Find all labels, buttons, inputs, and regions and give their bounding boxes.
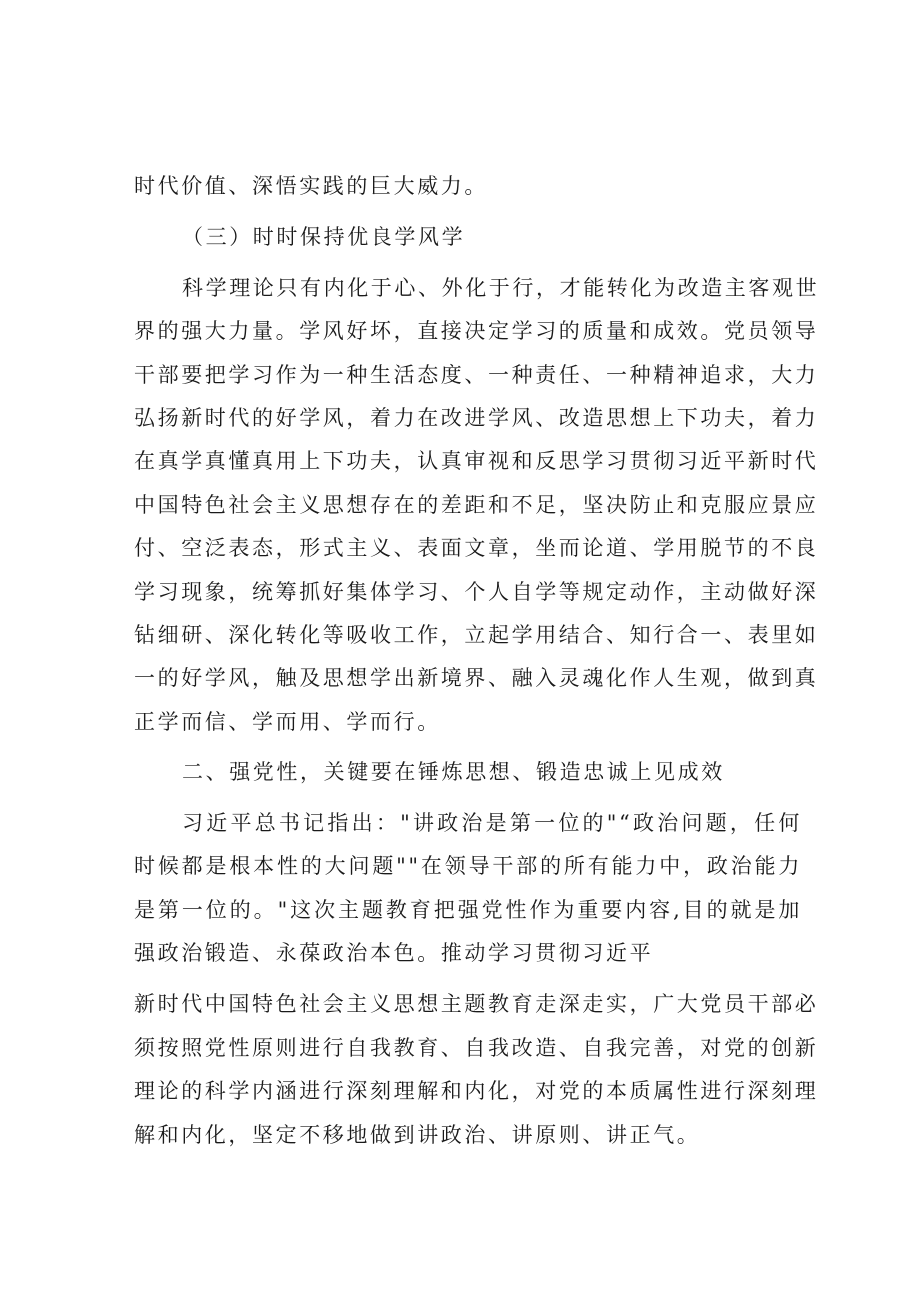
paragraph-line-13: 正学而信、学而用、学而行。	[134, 710, 441, 734]
paragraph-line-17: 是第一位的。"这次主题教育把强党性作为重要内容,目的就是加	[134, 898, 802, 922]
paragraph-line-6: 弘扬新时代的好学风，着力在改进学风、改造思想上下功夫，着力	[134, 406, 819, 430]
paragraph-line-9: 付、空泛表态，形式主义、表面文章，坐而论道、学用脱节的不良	[134, 536, 819, 560]
paragraph-line-5: 干部要把学习作为一种生活态度、一种责任、一种精神追求，大力	[134, 363, 819, 387]
paragraph-line-3: 科学理论只有内化于心、外化于行，才能转化为改造主客观世	[182, 276, 820, 300]
paragraph-line-20: 须按照党性原则进行自我教育、自我改造、自我完善，对党的创新	[134, 1036, 819, 1060]
paragraph-line-12: 一的好学风，触及思想学出新境界、融入灵魂化作人生观，做到真	[134, 666, 819, 690]
paragraph-line-15: 习近平总书记指出："讲政治是第一位的"“政治问题，任何	[182, 811, 802, 835]
paragraph-line-18: 强政治锻造、永葆政治本色。推动学习贯彻习近平	[134, 941, 654, 965]
paragraph-line-10: 学习现象，统筹抓好集体学习、个人自学等规定动作，主动做好深	[134, 580, 819, 604]
paragraph-line-21: 理论的科学内涵进行深刻理解和内化，对党的本质属性进行深刻理	[134, 1079, 819, 1103]
paragraph-line-11: 钻细研、深化转化等吸收工作，立起学用结合、知行合一、表里如	[134, 623, 819, 647]
paragraph-line-22: 解和内化，坚定不移地做到讲政治、讲原则、讲正气。	[134, 1123, 701, 1147]
paragraph-line-7: 在真学真懂真用上下功夫，认真审视和反思学习贯彻习近平新时代	[134, 449, 819, 473]
paragraph-line-16: 时候都是根本性的大问题""在领导干部的所有能力中，政治能力	[134, 854, 802, 878]
paragraph-line-19: 新时代中国特色社会主义思想主题教育走深走实，广大党员干部必	[134, 992, 819, 1016]
paragraph-line-8: 中国特色社会主义思想存在的差距和不足，坚决防止和克服应景应	[134, 493, 819, 517]
section-heading: 二、强党性，关键要在锤炼思想、锻造忠诚上见成效	[182, 760, 725, 784]
paragraph-line-4: 界的强大力量。学风好坏，直接决定学习的质量和成效。党员领导	[134, 319, 819, 343]
section-subheading: （三）时时保持优良学风学	[182, 225, 466, 249]
paragraph-line-1: 时代价值、深悟实践的巨大威力。	[134, 174, 488, 198]
